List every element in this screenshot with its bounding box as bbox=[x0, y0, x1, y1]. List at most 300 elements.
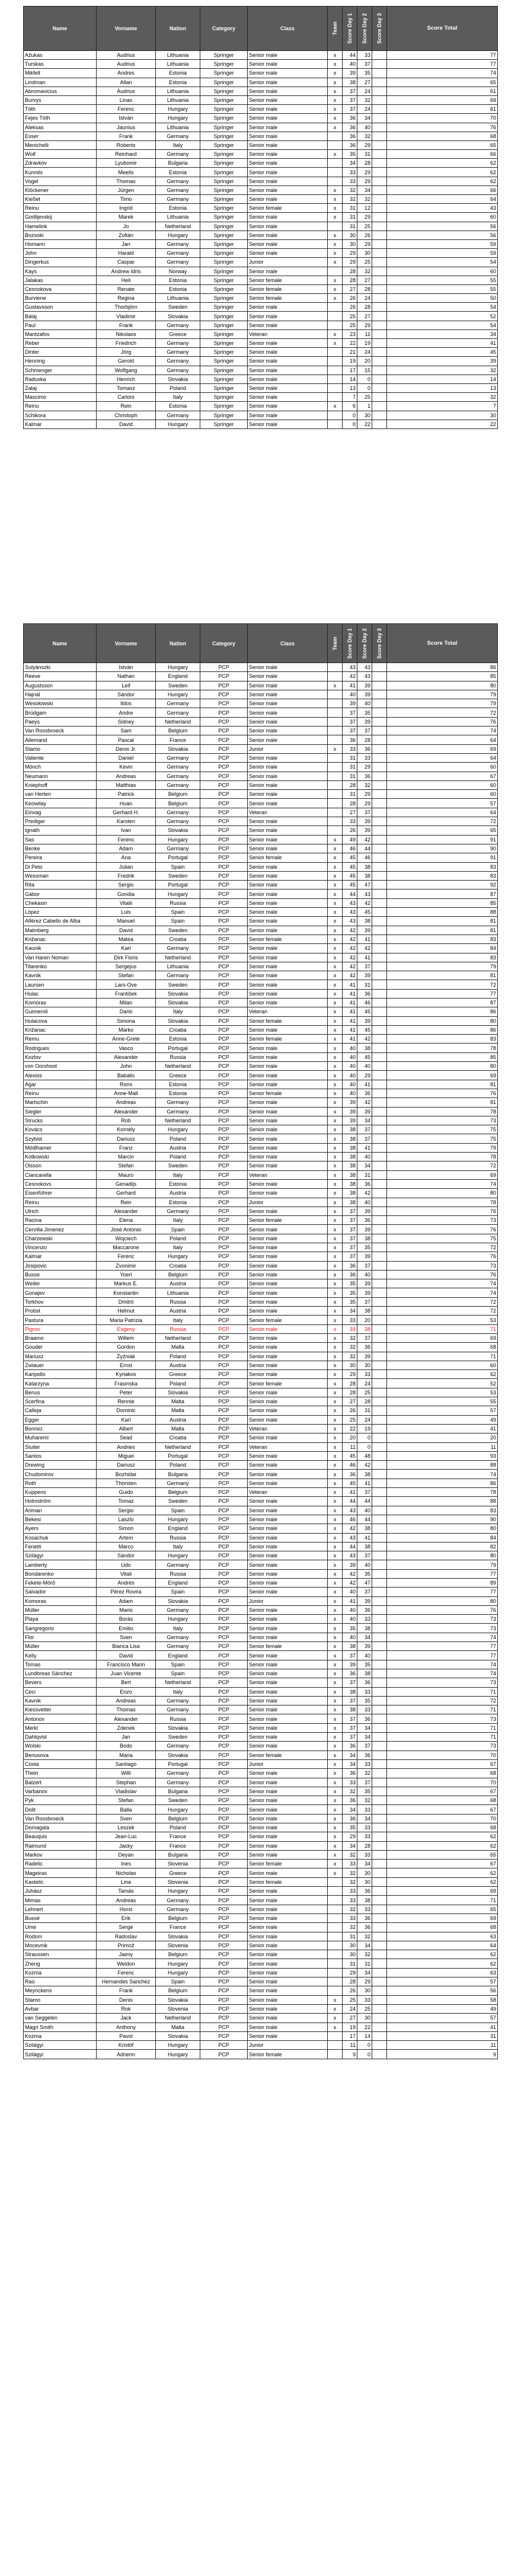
table-row bbox=[24, 1896, 498, 1905]
cell-nation: Lithuania bbox=[156, 51, 200, 60]
cell-team: x bbox=[328, 1841, 343, 1850]
cell-score-day3 bbox=[372, 1850, 387, 1859]
cell-score-day1: 39 bbox=[343, 69, 357, 78]
cell-category: PCP bbox=[200, 1778, 248, 1787]
cell-nation: Hungary bbox=[156, 1551, 200, 1560]
cell-vorname: Adrienn bbox=[97, 2050, 156, 2059]
cell-class: Senior male bbox=[248, 383, 328, 392]
cell-score-day1: 31 bbox=[343, 772, 357, 780]
cell-class: Senior male bbox=[248, 1932, 328, 1941]
cell-nation: Austria bbox=[156, 1189, 200, 1198]
cell-category: PCP bbox=[200, 1560, 248, 1569]
table-row bbox=[24, 1016, 498, 1025]
cell-vorname: Jan bbox=[97, 239, 156, 248]
cell-score-total: 72 bbox=[387, 1161, 498, 1170]
cell-class: Senior male bbox=[248, 375, 328, 383]
cell-score-day1: 37 bbox=[343, 1651, 357, 1660]
cell-team: x bbox=[328, 944, 343, 953]
cell-category: Springer bbox=[200, 393, 248, 402]
cell-score-total: 79 bbox=[387, 690, 498, 699]
cell-score-day2: 36 bbox=[357, 1714, 372, 1723]
cell-team: x bbox=[328, 1515, 343, 1524]
table-row bbox=[24, 780, 498, 789]
cell-vorname: Franz bbox=[97, 1143, 156, 1152]
cell-class: Junior bbox=[248, 1198, 328, 1207]
cell-team bbox=[328, 808, 343, 817]
cell-score-day3 bbox=[372, 114, 387, 123]
cell-score-day3 bbox=[372, 402, 387, 411]
cell-nation: Malta bbox=[156, 1406, 200, 1415]
cell-vorname: John bbox=[97, 1062, 156, 1071]
cell-name: Mageiras bbox=[24, 1868, 97, 1877]
cell-nation: Belgium bbox=[156, 1950, 200, 1959]
col-header-nation: Nation bbox=[156, 7, 200, 51]
cell-score-day3 bbox=[372, 204, 387, 213]
cell-class: Senior male bbox=[248, 159, 328, 168]
table-row bbox=[24, 1071, 498, 1080]
cell-class: Senior male bbox=[248, 2014, 328, 2023]
cell-vorname: Willi bbox=[97, 1769, 156, 1778]
cell-nation: Poland bbox=[156, 1352, 200, 1361]
cell-nation: Slovenia bbox=[156, 2004, 200, 2013]
cell-score-day3 bbox=[372, 1189, 387, 1198]
cell-class: Senior male bbox=[248, 844, 328, 853]
cell-score-day2: 39 bbox=[357, 1207, 372, 1215]
cell-nation: Germany bbox=[156, 971, 200, 980]
cell-name: Chudomirov bbox=[24, 1470, 97, 1479]
cell-score-day1: 42 bbox=[343, 1569, 357, 1578]
cell-nation: Italy bbox=[156, 1170, 200, 1179]
cell-name: Busse bbox=[24, 1270, 97, 1279]
table-row bbox=[24, 1189, 498, 1198]
cell-name: Bussé bbox=[24, 1913, 97, 1922]
cell-category: PCP bbox=[200, 790, 248, 799]
cell-score-day2: 37 bbox=[357, 1588, 372, 1596]
cell-team: x bbox=[328, 744, 343, 753]
cell-vorname: Miguel bbox=[97, 1451, 156, 1460]
cell-nation: Malta bbox=[156, 1397, 200, 1406]
cell-score-day2: 34 bbox=[357, 1860, 372, 1868]
cell-vorname: Julian bbox=[97, 862, 156, 871]
cell-class: Senior male bbox=[248, 168, 328, 177]
cell-vorname: Friedrich bbox=[97, 339, 156, 348]
cell-score-day2: 39 bbox=[357, 1279, 372, 1288]
cell-score-day3 bbox=[372, 1542, 387, 1551]
cell-score-day2: 36 bbox=[357, 1605, 372, 1614]
cell-team: x bbox=[328, 1207, 343, 1215]
cell-nation: Malta bbox=[156, 1424, 200, 1433]
cell-score-day1: 21 bbox=[343, 348, 357, 357]
cell-score-day3 bbox=[372, 808, 387, 817]
cell-class: Senior male bbox=[248, 1098, 328, 1107]
cell-nation: Lithuania bbox=[156, 87, 200, 95]
table-row bbox=[24, 60, 498, 69]
cell-team: x bbox=[328, 1451, 343, 1460]
cell-score-total: 55 bbox=[387, 1397, 498, 1406]
cell-score-day1: 19 bbox=[343, 2023, 357, 2031]
cell-score-total: 73 bbox=[387, 1624, 498, 1633]
cell-score-day1: 41 bbox=[343, 1025, 357, 1034]
cell-name: Mödlhamer bbox=[24, 1143, 97, 1152]
cell-score-total: 79 bbox=[387, 962, 498, 971]
cell-score-total: 41 bbox=[387, 1424, 498, 1433]
cell-score-day3 bbox=[372, 908, 387, 917]
cell-name: Karipidis bbox=[24, 1370, 97, 1379]
cell-class: Senior male bbox=[248, 898, 328, 907]
cell-nation: Austria bbox=[156, 1279, 200, 1288]
cell-nation: Spain bbox=[156, 908, 200, 917]
cell-vorname: Peter bbox=[97, 1388, 156, 1397]
cell-name: Dingerkus bbox=[24, 258, 97, 267]
cell-score-total: 56 bbox=[387, 231, 498, 239]
cell-score-day3 bbox=[372, 681, 387, 690]
cell-vorname: Thomas bbox=[97, 1705, 156, 1714]
cell-name: Gouder bbox=[24, 1343, 97, 1352]
cell-vorname: Patrick bbox=[97, 790, 156, 799]
cell-vorname: Alexander bbox=[97, 1207, 156, 1215]
cell-team: x bbox=[328, 51, 343, 60]
table-row bbox=[24, 1089, 498, 1097]
cell-class: Senior male bbox=[248, 1397, 328, 1406]
cell-name: Kastelic bbox=[24, 1877, 97, 1886]
cell-score-day2: 39 bbox=[357, 826, 372, 835]
cell-team: x bbox=[328, 1497, 343, 1506]
cell-vorname: Henrich bbox=[97, 375, 156, 383]
cell-nation: Bulgaria bbox=[156, 159, 200, 168]
cell-class: Senior male bbox=[248, 1823, 328, 1832]
cell-score-day1: 43 bbox=[343, 908, 357, 917]
cell-category: PCP bbox=[200, 1252, 248, 1261]
cell-score-day2: 33 bbox=[357, 1687, 372, 1696]
cell-category: PCP bbox=[200, 2004, 248, 2013]
cell-category: PCP bbox=[200, 1270, 248, 1279]
cell-score-day3 bbox=[372, 1551, 387, 1560]
cell-score-day3 bbox=[372, 1216, 387, 1225]
cell-vorname: Anne-Grete bbox=[97, 1035, 156, 1044]
cell-name: Radelic bbox=[24, 1860, 97, 1868]
cell-score-total: 72 bbox=[387, 817, 498, 826]
table-row bbox=[24, 1470, 498, 1479]
cell-class: Senior male bbox=[248, 717, 328, 726]
cell-score-day3 bbox=[372, 944, 387, 953]
cell-vorname: Sergejus bbox=[97, 962, 156, 971]
col-header-name: Name bbox=[24, 7, 97, 51]
cell-nation: Greece bbox=[156, 1370, 200, 1379]
cell-class: Senior female bbox=[248, 1089, 328, 1097]
cell-nation: Hungary bbox=[156, 1887, 200, 1896]
table-row bbox=[24, 772, 498, 780]
cell-class: Senior female bbox=[248, 1379, 328, 1388]
cell-class: Senior male bbox=[248, 1515, 328, 1524]
cell-team bbox=[328, 790, 343, 799]
cell-vorname: Francisco Marin bbox=[97, 1660, 156, 1669]
cell-name: Reinu bbox=[24, 1089, 97, 1097]
cell-score-day1: 41 bbox=[343, 681, 357, 690]
cell-score-day3 bbox=[372, 853, 387, 862]
cell-score-total: 53 bbox=[387, 1316, 498, 1324]
cell-score-day2: 26 bbox=[357, 231, 372, 239]
cell-category: PCP bbox=[200, 1596, 248, 1605]
table-row bbox=[24, 276, 498, 284]
cell-score-day3 bbox=[372, 1125, 387, 1134]
cell-class: Senior male bbox=[248, 1497, 328, 1506]
cell-team bbox=[328, 727, 343, 735]
cell-score-day3 bbox=[372, 123, 387, 132]
cell-class: Senior male bbox=[248, 1288, 328, 1297]
cell-score-total: 49 bbox=[387, 1415, 498, 1424]
cell-nation: Poland bbox=[156, 1461, 200, 1470]
cell-category: PCP bbox=[200, 817, 248, 826]
cell-class: Senior female bbox=[248, 853, 328, 862]
cell-nation: Germany bbox=[156, 348, 200, 357]
cell-score-total: 68 bbox=[387, 1343, 498, 1352]
cell-score-day2: 36 bbox=[357, 1887, 372, 1896]
cell-score-day1: 41 bbox=[343, 980, 357, 989]
cell-nation: Belgium bbox=[156, 799, 200, 808]
cell-nation: Spain bbox=[156, 917, 200, 926]
cell-score-day2: 31 bbox=[357, 1170, 372, 1179]
cell-score-day2: 42 bbox=[357, 1035, 372, 1044]
cell-score-day2: 37 bbox=[357, 727, 372, 735]
cell-team: x bbox=[328, 1189, 343, 1198]
table-row bbox=[24, 1868, 498, 1877]
cell-score-total: 71 bbox=[387, 1352, 498, 1361]
cell-category: PCP bbox=[200, 1497, 248, 1506]
cell-vorname: Gerhard H. bbox=[97, 808, 156, 817]
cell-class: Senior male bbox=[248, 1723, 328, 1732]
cell-score-day2: 24 bbox=[357, 1415, 372, 1424]
cell-team: x bbox=[328, 962, 343, 971]
cell-score-day3 bbox=[372, 1243, 387, 1252]
cell-nation: Slovakia bbox=[156, 312, 200, 321]
cell-score-total: 72 bbox=[387, 1696, 498, 1705]
table-row bbox=[24, 1751, 498, 1759]
cell-vorname: José Antonio bbox=[97, 1225, 156, 1234]
cell-score-total: 73 bbox=[387, 1116, 498, 1125]
cell-category: PCP bbox=[200, 1153, 248, 1161]
cell-category: PCP bbox=[200, 1932, 248, 1941]
cell-name: Turskas bbox=[24, 60, 97, 69]
cell-nation: Hungary bbox=[156, 835, 200, 844]
cell-class: Senior male bbox=[248, 1388, 328, 1397]
cell-score-total: 80 bbox=[387, 1524, 498, 1533]
cell-category: Springer bbox=[200, 222, 248, 231]
cell-score-day3 bbox=[372, 1488, 387, 1497]
cell-nation: Belgium bbox=[156, 727, 200, 735]
cell-name: Alférez Cabello de Alba bbox=[24, 917, 97, 926]
cell-class: Senior male bbox=[248, 1080, 328, 1089]
table-row bbox=[24, 213, 498, 222]
cell-score-day3 bbox=[372, 1433, 387, 1442]
cell-score-day3 bbox=[372, 727, 387, 735]
cell-score-day1: 37 bbox=[343, 1216, 357, 1225]
cell-score-total: 39 bbox=[387, 357, 498, 366]
cell-score-day2: 38 bbox=[357, 862, 372, 871]
cell-score-day3 bbox=[372, 1787, 387, 1796]
cell-score-day3 bbox=[372, 1977, 387, 1986]
cell-nation: Slovakia bbox=[156, 1388, 200, 1397]
cell-nation: Sweden bbox=[156, 980, 200, 989]
cell-score-day2: 36 bbox=[357, 1678, 372, 1687]
cell-vorname: Jaunius bbox=[97, 123, 156, 132]
cell-score-total: 65 bbox=[387, 140, 498, 149]
table-row bbox=[24, 132, 498, 140]
cell-nation: Russia bbox=[156, 1533, 200, 1542]
cell-nation: Sweden bbox=[156, 681, 200, 690]
cell-score-total: 9 bbox=[387, 2050, 498, 2059]
cell-score-total: 74 bbox=[387, 1633, 498, 1641]
cell-name: Guimeroli bbox=[24, 1007, 97, 1016]
cell-class: Senior male bbox=[248, 1415, 328, 1424]
cell-team: x bbox=[328, 1388, 343, 1397]
cell-vorname: Alexander bbox=[97, 1052, 156, 1061]
cell-score-day3 bbox=[372, 1533, 387, 1542]
cell-vorname: Andreas bbox=[97, 772, 156, 780]
cell-vorname: Lina bbox=[97, 1877, 156, 1886]
table-row bbox=[24, 1442, 498, 1451]
cell-score-total: 81 bbox=[387, 1080, 498, 1089]
cell-team: x bbox=[328, 1759, 343, 1768]
cell-name: Kelly bbox=[24, 1651, 97, 1660]
cell-nation: Slovakia bbox=[156, 826, 200, 835]
cell-team: x bbox=[328, 971, 343, 980]
cell-score-day2: 19 bbox=[357, 339, 372, 348]
cell-score-total: 71 bbox=[387, 1733, 498, 1742]
cell-vorname: Rein bbox=[97, 1198, 156, 1207]
cell-vorname: Laszlo bbox=[97, 1515, 156, 1524]
cell-score-total: 55 bbox=[387, 276, 498, 284]
cell-class: Senior male bbox=[248, 267, 328, 276]
cell-team bbox=[328, 2050, 343, 2059]
cell-score-day2: 32 bbox=[357, 1950, 372, 1959]
cell-category: Springer bbox=[200, 132, 248, 140]
table-row bbox=[24, 1578, 498, 1587]
cell-score-day3 bbox=[372, 1624, 387, 1633]
cell-nation: Netherland bbox=[156, 953, 200, 962]
table-row bbox=[24, 1714, 498, 1723]
cell-team: x bbox=[328, 1107, 343, 1116]
cell-category: Springer bbox=[200, 195, 248, 204]
cell-score-total: 45 bbox=[387, 348, 498, 357]
cell-score-day2: 33 bbox=[357, 1759, 372, 1768]
cell-score-day2: 35 bbox=[357, 708, 372, 717]
cell-team: x bbox=[328, 1170, 343, 1179]
cell-category: PCP bbox=[200, 1179, 248, 1188]
cell-nation: Estonia bbox=[156, 69, 200, 78]
cell-team: x bbox=[328, 402, 343, 411]
table-row bbox=[24, 690, 498, 699]
cell-nation: Germany bbox=[156, 357, 200, 366]
cell-class: Veteran bbox=[248, 1424, 328, 1433]
cell-score-day3 bbox=[372, 1161, 387, 1170]
cell-score-day2: 0 bbox=[357, 2041, 372, 2050]
cell-name: Kavnik bbox=[24, 971, 97, 980]
cell-score-day2: 14 bbox=[357, 2031, 372, 2040]
cell-vorname: Sergio bbox=[97, 1506, 156, 1515]
cell-category: PCP bbox=[200, 1316, 248, 1324]
cell-score-day1: 49 bbox=[343, 835, 357, 844]
cell-score-total: 83 bbox=[387, 871, 498, 880]
cell-score-day2: 25 bbox=[357, 1388, 372, 1397]
cell-team: x bbox=[328, 1769, 343, 1778]
table-row bbox=[24, 1705, 498, 1714]
cell-score-day1: 28 bbox=[343, 276, 357, 284]
cell-team: x bbox=[328, 1542, 343, 1551]
cell-nation: Germany bbox=[156, 1479, 200, 1487]
cell-score-day3 bbox=[372, 1134, 387, 1143]
cell-score-day1: 37 bbox=[343, 87, 357, 95]
cell-score-total: 61 bbox=[387, 87, 498, 95]
cell-score-total: 78 bbox=[387, 1153, 498, 1161]
cell-name: Kuppens bbox=[24, 1488, 97, 1497]
cell-category: PCP bbox=[200, 980, 248, 989]
cell-nation: Estonia bbox=[156, 1179, 200, 1188]
table-row bbox=[24, 87, 498, 95]
cell-score-total: 77 bbox=[387, 1642, 498, 1651]
table-row bbox=[24, 267, 498, 276]
cell-name: Ume bbox=[24, 1923, 97, 1932]
cell-name: Olsson bbox=[24, 1161, 97, 1170]
cell-class: Senior male bbox=[248, 1343, 328, 1352]
cell-score-day2: 47 bbox=[357, 881, 372, 889]
cell-class: Senior male bbox=[248, 1025, 328, 1034]
cell-score-total: 82 bbox=[387, 1542, 498, 1551]
cell-team bbox=[328, 348, 343, 357]
cell-score-day2: 28 bbox=[357, 735, 372, 744]
cell-score-day1: 20 bbox=[343, 1433, 357, 1442]
cell-class: Senior male bbox=[248, 989, 328, 998]
cell-team bbox=[328, 140, 343, 149]
cell-nation: Germany bbox=[156, 708, 200, 717]
cell-class: Senior female bbox=[248, 1642, 328, 1651]
cell-nation: Germany bbox=[156, 411, 200, 420]
table-row bbox=[24, 1841, 498, 1850]
cell-vorname: Marek bbox=[97, 213, 156, 222]
cell-score-day2: 39 bbox=[357, 1016, 372, 1025]
cell-score-day2: 40 bbox=[357, 1062, 372, 1071]
cell-score-day2: 36 bbox=[357, 1913, 372, 1922]
cell-score-day2: 32 bbox=[357, 1932, 372, 1941]
cell-score-day2: 44 bbox=[357, 844, 372, 853]
cell-score-day2: 25 bbox=[357, 258, 372, 267]
cell-class: Senior male bbox=[248, 871, 328, 880]
cell-team: x bbox=[328, 1832, 343, 1841]
cell-category: PCP bbox=[200, 1424, 248, 1433]
cell-team bbox=[328, 1877, 343, 1886]
cell-vorname: Sam bbox=[97, 727, 156, 735]
cell-score-day1: 40 bbox=[343, 1588, 357, 1596]
cell-name: Henning bbox=[24, 357, 97, 366]
cell-score-day2: 15 bbox=[357, 366, 372, 375]
cell-class: Senior male bbox=[248, 1913, 328, 1922]
cell-class: Senior male bbox=[248, 1542, 328, 1551]
table-row bbox=[24, 1225, 498, 1234]
cell-score-total: 77 bbox=[387, 1588, 498, 1596]
cell-class: Senior male bbox=[248, 132, 328, 140]
cell-score-day3 bbox=[372, 1877, 387, 1886]
cell-team bbox=[328, 1896, 343, 1905]
cell-nation: Austria bbox=[156, 1307, 200, 1316]
table-row bbox=[24, 844, 498, 853]
cell-nation: Germany bbox=[156, 808, 200, 817]
cell-score-day1: 33 bbox=[343, 1860, 357, 1868]
cell-category: PCP bbox=[200, 953, 248, 962]
cell-score-day1: 42 bbox=[343, 1524, 357, 1533]
cell-score-day1: 31 bbox=[343, 753, 357, 762]
table-row bbox=[24, 411, 498, 420]
table-row bbox=[24, 1297, 498, 1306]
cell-name: Kozma bbox=[24, 2031, 97, 2040]
